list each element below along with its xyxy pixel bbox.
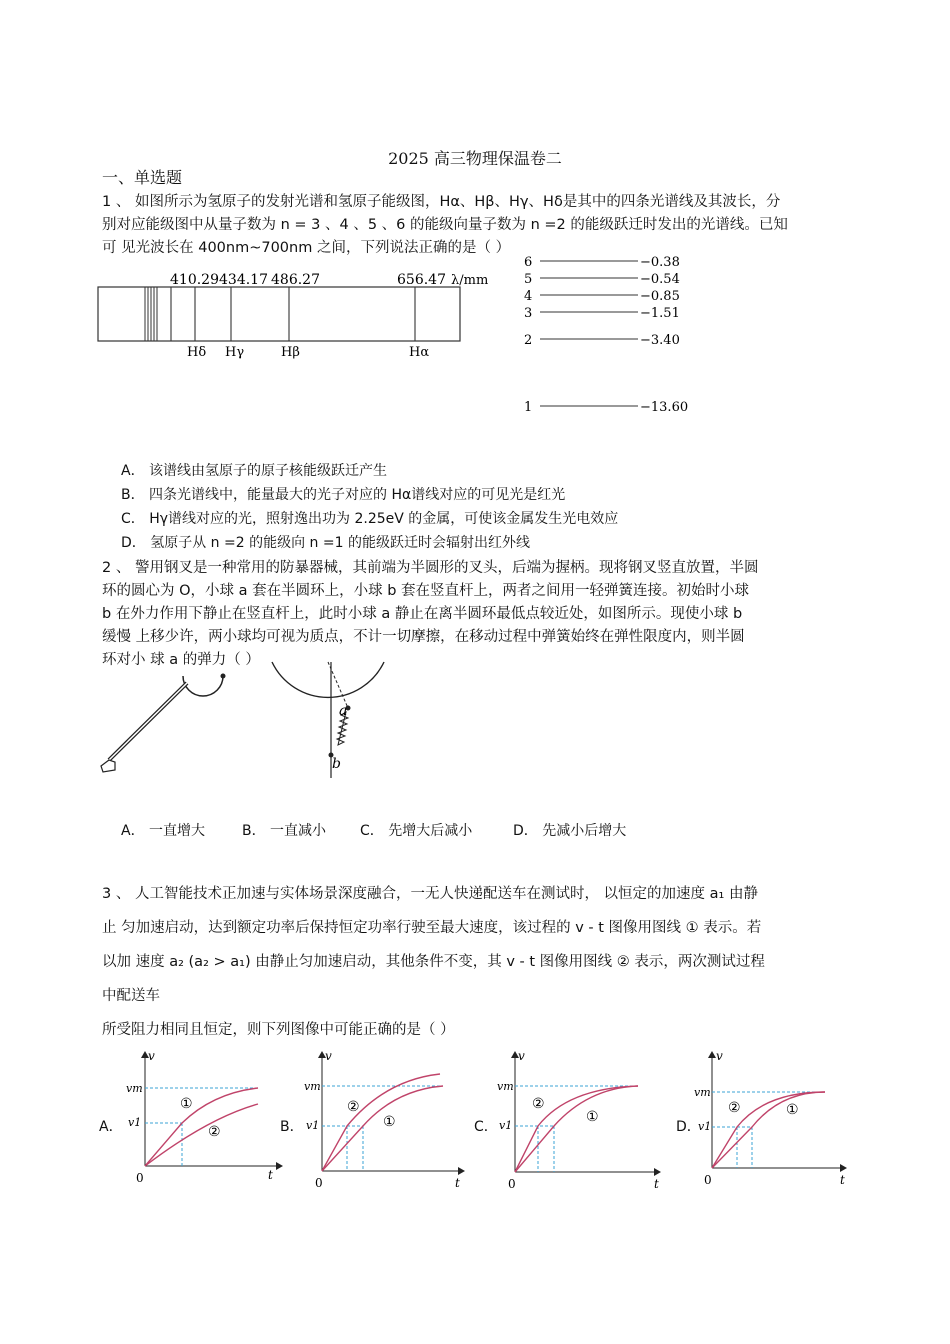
q1-option-d: D． 氢原子从 n =2 的能级向 n =1 的能级跃迁时会辐射出红外线 — [121, 535, 530, 551]
q3-option-c: C． — [474, 1119, 498, 1135]
level-n: 4 — [524, 289, 533, 304]
section-heading: 一、单选题 — [102, 168, 183, 187]
level-energy: −0.85 — [640, 289, 680, 304]
ring-spring-figure — [262, 660, 402, 785]
curve-1-label: ① — [383, 1114, 396, 1130]
q2-line: b 在外力作用下静止在竖直杆上，此时小球 a 静止在离半圆环最低点较近处，如图所示。现使小球 b — [102, 606, 743, 622]
q2-option-b: B． 一直减小 — [242, 823, 327, 839]
q2-option-d: D． 先减小后增大 — [513, 823, 627, 839]
vt-graph-d — [690, 1048, 855, 1190]
q3-line: 所受阻力相同且恒定，则下列图像中可能正确的是（ ） — [102, 1022, 455, 1038]
curve-2-label: ② — [208, 1124, 221, 1140]
axis-t: t — [455, 1176, 460, 1190]
vm-label: vm — [497, 1080, 514, 1093]
curve-2-label: ② — [728, 1100, 741, 1116]
curve-1-label: ① — [786, 1102, 799, 1118]
q3-line: 3 、 人工智能技术正加速与实体场景深度融合，一无人快递配送车在测试时， 以恒定的加速度 a₁ 由静 — [102, 886, 758, 902]
question-2-stem — [102, 557, 758, 672]
q1-option-a: A． 该谱线由氢原子的原子核能级跃迁产生 — [121, 463, 388, 479]
axis-v: v — [518, 1049, 525, 1063]
axis-t: t — [268, 1168, 273, 1182]
question-3-stem — [102, 877, 765, 1047]
q2-line: 环对小 球 a 的弹力（ ） — [102, 652, 260, 668]
v1-label: v1 — [128, 1116, 142, 1129]
level-n: 2 — [524, 333, 533, 348]
axis-v: v — [716, 1049, 723, 1063]
vt-graph-a — [118, 1048, 288, 1188]
v1-label: v1 — [698, 1120, 712, 1133]
q3-line: 中配送车 — [102, 988, 160, 1004]
vm-label: vm — [694, 1086, 711, 1099]
line-label-h-gamma: Hγ — [225, 345, 245, 360]
q1-line: 1 、 如图所示为氢原子的发射光谱和氢原子能级图，Hα、Hβ、Hγ、Hδ是其中的四条光谱线及其波长，分 — [102, 194, 781, 210]
wavelength-label: 486.27 — [271, 272, 320, 288]
q1-option-b: B． 四条光谱线中，能量最大的光子对应的 Hα谱线对应的可见光是红光 — [121, 487, 566, 503]
level-n: 6 — [524, 255, 533, 270]
curve-1-label: ① — [180, 1096, 193, 1112]
curve-2-label: ② — [347, 1099, 360, 1115]
energy-level-diagram — [518, 252, 718, 422]
origin: 0 — [136, 1171, 144, 1185]
wavelength-unit: λ/mm — [451, 273, 489, 288]
wavelength-label: 656.47 — [397, 272, 446, 288]
q1-line: 别对应能级图中从量子数为 n = 3 、4 、5 、6 的能级向量子数为 n =2 的能级跃迁时发出的光谱线。已知 — [102, 217, 788, 233]
series-limit-lines — [145, 287, 157, 341]
curve-2-label: ② — [532, 1096, 545, 1112]
vm-label: vm — [304, 1080, 321, 1093]
steel-fork-figure — [95, 660, 235, 780]
spectrum-box — [98, 287, 460, 341]
origin: 0 — [508, 1177, 516, 1191]
q2-line: 缓慢 上移少许，两小球均可视为质点，不计一切摩擦，在移动过程中弹簧始终在弹性限度内，则半圆 — [102, 629, 745, 645]
question-1-stem — [102, 191, 788, 260]
wavelength-label: 434.17 — [219, 272, 268, 288]
q3-option-d: D． — [676, 1119, 701, 1135]
origin: 0 — [704, 1173, 712, 1187]
wavelength-label: 410.29 — [170, 272, 219, 288]
v1-label: v1 — [499, 1119, 513, 1132]
axis-t: t — [840, 1173, 845, 1187]
label-a: a — [339, 703, 348, 719]
level-energy: −0.54 — [640, 272, 680, 287]
level-energy: −1.51 — [640, 306, 680, 321]
q2-line: 2 、 警用钢叉是一种常用的防暴器械，其前端为半圆形的叉头，后端为握柄。现将钢叉竖直放置，半圆 — [102, 560, 759, 576]
q2-line: 环的圆心为 O，小球 a 套在半圆环上，小球 b 套在竖直杆上，两者之间用一轻弹簧连接。初始时小球 — [102, 583, 750, 599]
q3-line: 以加 速度 a₂ (a₂ > a₁) 由静止匀加速启动，其他条件不变，其 v - t 图像用图线 ② 表示，两次测试过程 — [102, 954, 765, 970]
vt-graph-c — [488, 1048, 666, 1193]
q3-option-a: A． — [99, 1119, 123, 1135]
line-label-h-beta: Hβ — [281, 345, 300, 360]
level-energy: −0.38 — [640, 255, 680, 270]
axis-v: v — [325, 1049, 332, 1063]
axis-t: t — [654, 1177, 659, 1191]
line-label-h-delta: Hδ — [187, 345, 207, 360]
level-n: 5 — [524, 272, 533, 287]
q3-line: 止 匀加速启动，达到额定功率后保持恒定功率行驶至最大速度，该过程的 v - t 图像用图线 ① 表示。若 — [102, 920, 762, 936]
level-energy: −13.60 — [640, 400, 689, 415]
axis-v: v — [148, 1049, 155, 1063]
level-n: 3 — [524, 306, 533, 321]
q3-option-b: B． — [280, 1119, 304, 1135]
q1-option-c: C． Hγ谱线对应的光，照射逸出功为 2.25eV 的金属，可使该金属发生光电效应 — [121, 511, 619, 527]
v1-label: v1 — [306, 1119, 320, 1132]
vm-label: vm — [126, 1082, 143, 1095]
q2-option-c: C． 先增大后减小 — [360, 823, 473, 839]
level-n: 1 — [524, 400, 533, 415]
page-title: 2025 高三物理保温卷二 — [388, 149, 562, 168]
label-b: b — [332, 756, 341, 772]
level-energy: −3.40 — [640, 333, 680, 348]
emission-spectrum-figure — [95, 262, 515, 372]
curve-1-label: ① — [586, 1109, 599, 1125]
q1-line: 可 见光波长在 400nm~700nm 之间，下列说法正确的是（ ） — [102, 240, 511, 256]
origin: 0 — [315, 1176, 323, 1190]
vt-graph-b — [295, 1048, 470, 1193]
line-label-h-alpha: Hα — [409, 345, 430, 360]
q2-option-a: A． 一直增大 — [121, 823, 206, 839]
